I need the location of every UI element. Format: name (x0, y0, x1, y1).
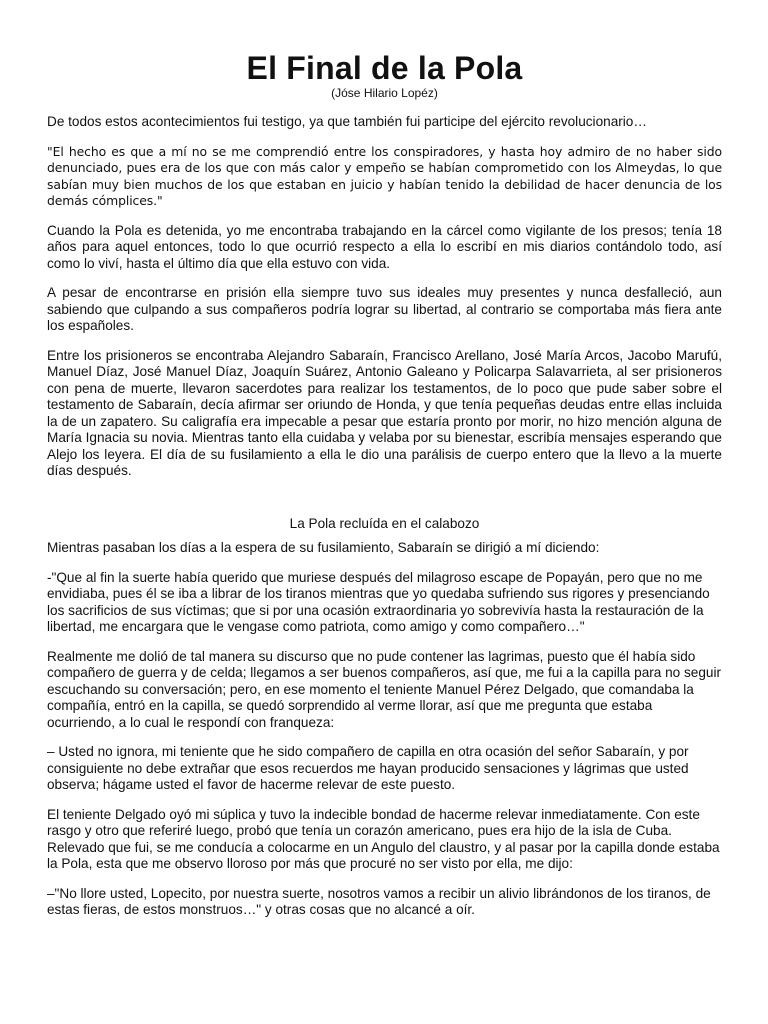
document-title: El Final de la Pola (246, 50, 523, 86)
section-title: La Pola recluída en el calabozo (289, 515, 480, 531)
paragraph-quote-conspirators: "El hecho es que a mí no se me comprendió entre los conspiradores, y hasta hoy admiro de no haber sido denunciado, pues era de los que con más calor y empeño se habían comprometido con los Almeydas, lo que sabían muy bien muchos de los que estaban en juicio y habían tenido la debilidad de hacer denuncia de los demás cómplices." (47, 143, 722, 208)
paragraph-waiting: Mientras pasaban los días a la espera de su fusilamiento, Sabaraín se dirigió a mí diciendo: (47, 540, 600, 555)
paragraph-reply: – Usted no ignora, mi teniente que he sido compañero de capilla en otra ocasión del señor Sabaraín, y por consiguiente no debe extrañar que esos recuerdos me hayan producido sensaciones y lágrimas que usted observa; hágame usted el favor de hacerme relevar de este puesto. (47, 744, 689, 792)
document-page (47, 50, 722, 932)
paragraph-pola-quote: –"No llore usted, Lopecito, por nuestra suerte, nosotros vamos a recibir un alivio librándonos de los tiranos, de estas fieras, de estos monstruos…" y otras cosas que no alcancé a oír. (47, 885, 711, 917)
paragraph-arrest: Cuando la Pola es detenida, yo me encontraba trabajando en la cárcel como vigilante de los presos; tenía 18 años para aquel entonces, todo lo que ocurrió respecto a ella lo escribí en mis diarios contándolo todo, así como lo viví, hasta el último día que ella estuvo con vida. (47, 222, 722, 271)
paragraph-intro: De todos estos acontecimientos fui testigo, ya que también fui participe del ejército revolucionario… (47, 114, 647, 129)
paragraph-lieutenant: El teniente Delgado oyó mi súplica y tuvo la indecible bondad de hacerme relevar inmediatamente. Con este rasgo y otro que referiré luego, probó que tenía un corazón americano, pues era hijo de la isla de Cuba. Relevado que fui, se me conducía a colocarme en un Angulo del claustro, y al pasar por la capilla donde estaba la Pola, esta que me observo lloroso por más que procuré no ser visto por ella, me dijo: (47, 806, 720, 871)
paragraph-tears: Realmente me dolió de tal manera su discurso que no pude contener las lagrimas, puesto que él había sido compañero de guerra y de celda; llegamos a ser buenos compañeros, así que, me fui a la capilla para no seguir escuchando su conversación; pero, en ese momento el teniente Manuel Pérez Delgado, que comandaba la compañía, entró en la capilla, se quedó sorprendido al verme llorar, así que me pregunta que estaba ocurriendo, a lo cual le respondí con franqueza: (47, 648, 722, 730)
paragraph-prisoners: Entre los prisioneros se encontraba Alejandro Sabaraín, Francisco Arellano, José María Arcos, Jacobo Marufú, Manuel Díaz, José Manuel Díaz, Joaquín Suárez, Antonio Galeano y Policarpa Salavarrieta, al ser prisioneros con pena de muerte, llevaron sacerdotes para realizar los testamentos, de lo poco que pude saber sobre el testamento de Sabaraín, decía afirmar ser oriundo de Honda, y que tenía pequeñas deudas entre ellas incluida la de un zapatero. Su caligrafía era impecable a pesar que estaría pronto por morir, no hizo mención alguna de María Ignacia su novia. Mientras tanto ella cuidaba y velaba por su bienestar, escribía mensajes esperando que Alejo los leyera. El día de su fusilamiento a ella le dio una parálisis de cuerpo entero que la llevo a la muerte días después. (47, 347, 722, 478)
document-author: (Jóse Hilario Lopéz) (331, 86, 438, 100)
paragraph-sabarain-quote: -"Que al fin la suerte había querido que muriese después del milagroso escape de Popayán, pero que no me envidiaba, pues él se iba a librar de los tiranos mientras que yo quedaba sufriendo sus rigores y presenciando los sacrificios de sus víctimas; que si por una ocasión extraordinaria yo sobrevivía hasta la restauración de la libertad, me encargara que le vengase como patriota, como amigo y como compañero…" (47, 569, 710, 634)
paragraph-ideals: A pesar de encontrarse en prisión ella siempre tuvo sus ideales muy presentes y nunca desfalleció, aun sabiendo que culpando a sus compañeros podría lograr su libertad, al contrario se comportaba más fiera ante los españoles. (47, 285, 722, 333)
